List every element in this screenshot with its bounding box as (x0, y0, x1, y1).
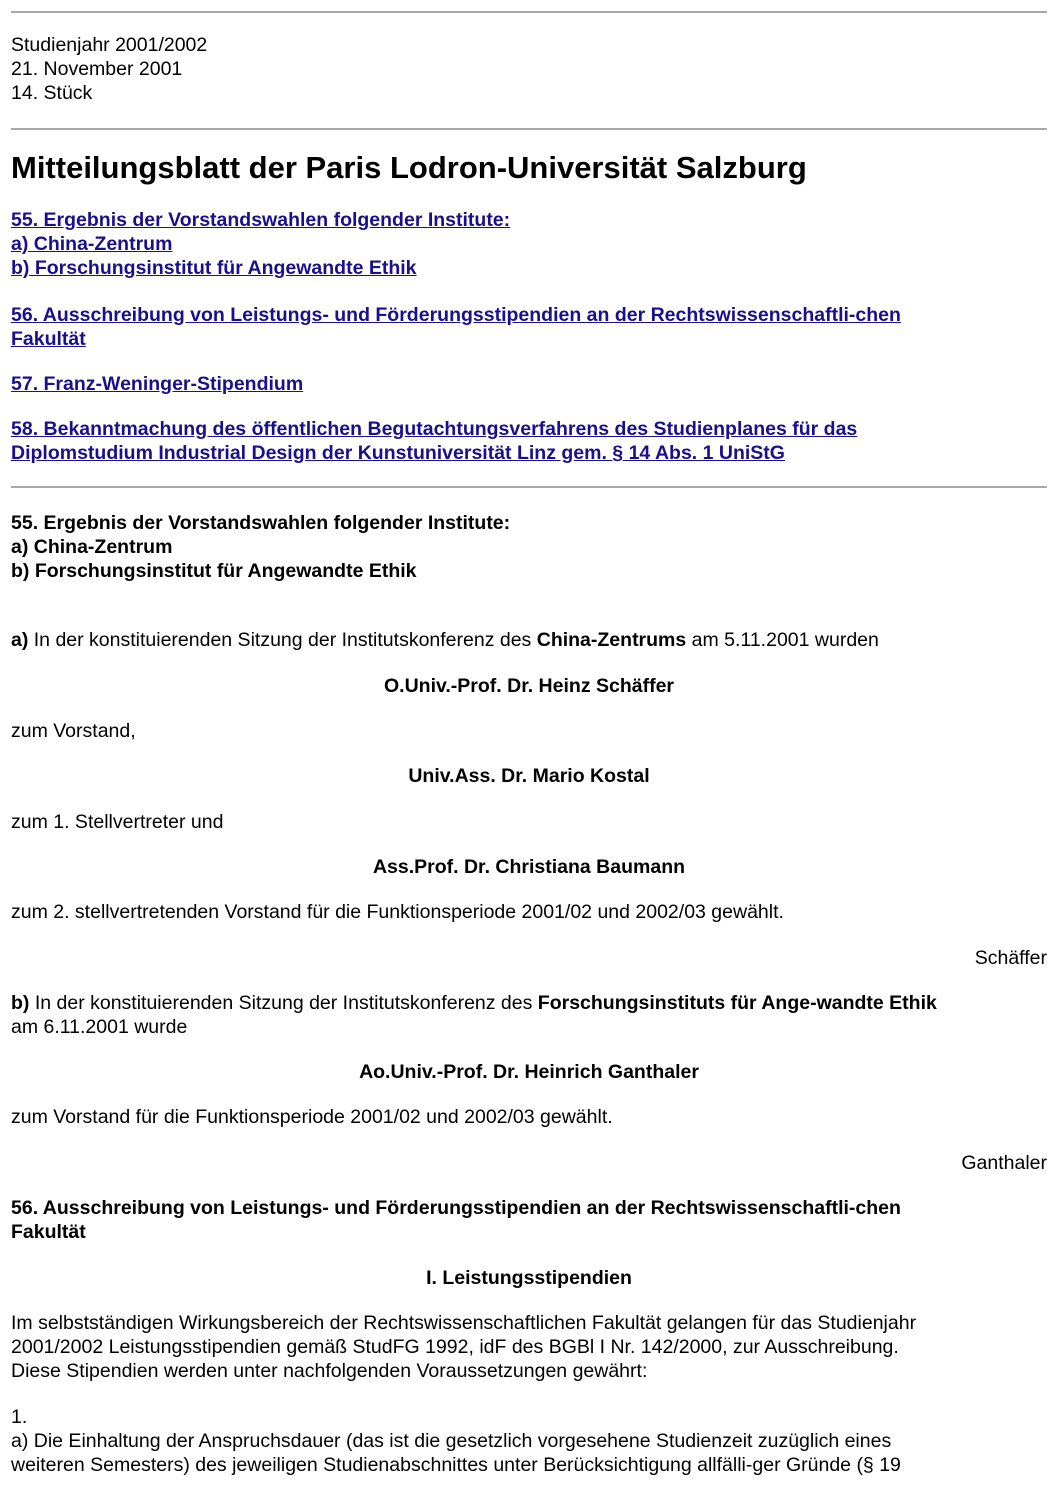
intro-line3: Diese Stipendien werden unter nachfolgenden Voraussetzungen gewährt: (11, 1360, 648, 1382)
person-ganthaler: Ao.Univ.-Prof. Dr. Heinrich Ganthaler (359, 1061, 699, 1083)
section-55-heading-line2: a) China-Zentrum (11, 536, 173, 558)
section-55-heading (11, 511, 1047, 583)
study-year: Studienjahr 2001/2002 (11, 34, 208, 56)
section-55-heading-line1: 55. Ergebnis der Vorstandswahlen folgender Institute: (11, 512, 511, 534)
toc-link-55-line3[interactable]: b) Forschungsinstitut für Angewandte Ethik (11, 257, 417, 279)
a-label: a) (11, 629, 29, 651)
intro-line2: 2001/2002 Leistungsstipendien gemäß StudFG 1992, idF des BGBl I Nr. 142/2000, zur Ausschreibung. (11, 1336, 899, 1358)
role-stellvertreter-1: zum 1. Stellvertreter und (11, 811, 224, 833)
toc-entry-56[interactable] (11, 303, 1047, 351)
toc-link-57-line1[interactable]: 57. Franz-Weninger-Stipendium (11, 373, 304, 395)
toc-link-55-line2[interactable]: a) China-Zentrum (11, 233, 173, 255)
section-56-heading (11, 1196, 1047, 1244)
section-56-heading-line2: Fakultät (11, 1221, 86, 1243)
intro-line1: Im selbstständigen Wirkungsbereich der Rechtswissenschaftlichen Fakultät gelangen für das Studienjahr (11, 1312, 917, 1334)
issue-date: 21. November 2001 (11, 58, 183, 80)
toc-link-58-line2[interactable]: Diplomstudium Industrial Design der Kunstuniversität Linz gem. § 14 Abs. 1 UniStG (11, 442, 785, 464)
person-schaeffer: O.Univ.-Prof. Dr. Heinz Schäffer (383, 675, 675, 697)
person-baumann: Ass.Prof. Dr. Christiana Baumann (372, 856, 686, 878)
toc-link-56-line1[interactable]: 56. Ausschreibung von Leistungs- und Förderungsstipendien an der Rechtswissenschaftli-chen (11, 304, 901, 326)
role-stellvertreter-2: zum 2. stellvertretenden Vorstand für die Funktionsperiode 2001/02 und 2002/03 gewählt. (11, 901, 784, 923)
b-text-1: In der konstituierenden Sitzung der Institutskonferenz des (29, 992, 538, 1014)
page-title: Mitteilungsblatt der Paris Lodron-Universität Salzburg (11, 150, 807, 185)
role-vorstand: zum Vorstand, (11, 720, 136, 742)
signature-ganthaler: Ganthaler (961, 1152, 1047, 1174)
a-text-1: In der konstituierenden Sitzung der Institutskonferenz des (28, 629, 537, 651)
rule-after-toc (11, 486, 1047, 488)
section-55-a-paragraph (11, 628, 1047, 652)
person-kostal: Univ.Ass. Dr. Mario Kostal (408, 765, 650, 787)
role-vorstand-b: zum Vorstand für die Funktionsperiode 2001/02 und 2002/03 gewählt. (11, 1106, 613, 1128)
toc-entry-55[interactable] (11, 208, 1047, 280)
a-institute-name: China-Zentrums (536, 629, 687, 651)
toc-link-55-line1[interactable]: 55. Ergebnis der Vorstandswahlen folgender Institute: (11, 209, 511, 231)
section-55-heading-line3: b) Forschungsinstitut für Angewandte Ethik (11, 560, 417, 582)
b-text-2: am 6.11.2001 wurde (11, 1016, 188, 1038)
toc-entry-57[interactable] (11, 372, 1047, 396)
a-text-2: am 5.11.2001 wurden (686, 629, 879, 651)
b-institute-name: Forschungsinstituts für Ange-wandte Ethik (537, 992, 937, 1014)
toc-link-58-line1[interactable]: 58. Bekanntmachung des öffentlichen Begutachtungsverfahrens des Studienplanes für das (11, 418, 858, 440)
issue-meta (11, 33, 207, 105)
section-56-item-1 (11, 1405, 1047, 1477)
section-56-intro (11, 1311, 1047, 1383)
item-a-line1: a) Die Einhaltung der Anspruchsdauer (das ist die gesetzlich vorgesehene Studienzeit zuzüglich eines (11, 1430, 892, 1452)
toc-entry-58[interactable] (11, 417, 1047, 465)
issue-piece: 14. Stück (11, 82, 93, 104)
toc-link-56-line2[interactable]: Fakultät (11, 328, 86, 350)
b-label: b) (11, 992, 30, 1014)
top-rule (11, 11, 1047, 13)
section-56-subheading: I. Leistungsstipendien (426, 1267, 632, 1289)
section-55-b-paragraph (11, 991, 1047, 1039)
signature-schaeffer: Schäffer (974, 947, 1047, 969)
item-number: 1. (11, 1406, 28, 1428)
section-56-heading-line1: 56. Ausschreibung von Leistungs- und Förderungsstipendien an der Rechtswissenschaftli-chen (11, 1197, 901, 1219)
rule-after-meta (11, 128, 1047, 130)
item-a-line2: weiteren Semesters) des jeweiligen Studienabschnittes unter Berücksichtigung allfälli-ger Gründe (§ 19 (11, 1454, 901, 1476)
